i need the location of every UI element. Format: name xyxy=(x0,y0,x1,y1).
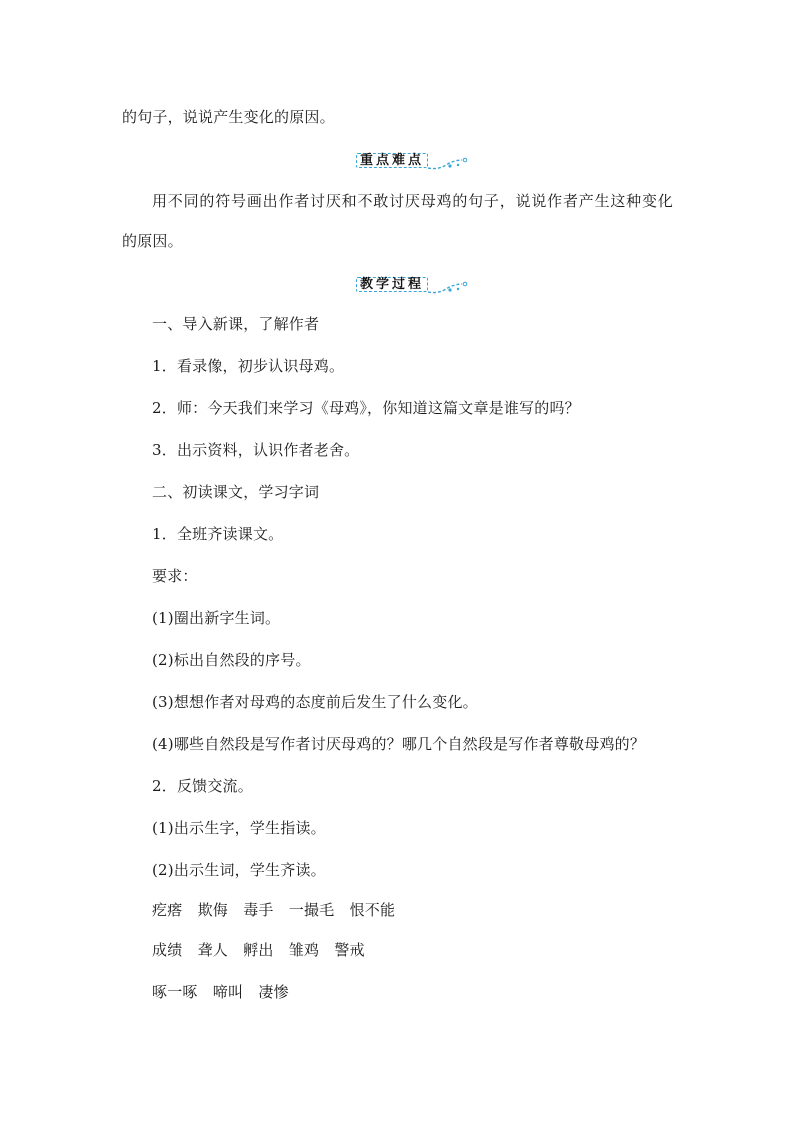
heading-intro-new-lesson: 一、导入新课，了解作者 xyxy=(152,315,320,333)
key-points-text-line-1: 用不同的符号画出作者讨厌和不敢讨厌母鸡的句子，说说作者产生这种变化 xyxy=(152,192,673,210)
requirement-2: (2)标出自然段的序号。 xyxy=(152,651,311,669)
vocabulary-row-2: 成绩 聋人 孵出 雏鸡 警戒 xyxy=(152,941,365,959)
vocabulary-row-3: 啄一啄 啼叫 凄惨 xyxy=(152,983,289,1001)
section-banner-key-points xyxy=(356,151,468,173)
feedback-item-1: (1)出示生字，学生指读。 xyxy=(152,819,326,837)
heading-first-reading: 二、初读课文，学习字词 xyxy=(152,483,320,501)
intro-continuation-line: 的句子，说说产生变化的原因。 xyxy=(122,108,335,126)
step-feedback: 2．反馈交流。 xyxy=(152,777,253,795)
requirements-label: 要求： xyxy=(152,567,198,585)
step-class-reading: 1．全班齐读课文。 xyxy=(152,525,284,543)
section-banner-process xyxy=(356,275,468,297)
requirement-3: (3)想想作者对母鸡的态度前后发生了什么变化。 xyxy=(152,693,478,711)
section-title-process: 教学过程 xyxy=(359,277,424,292)
section-title-key-points: 重点难点 xyxy=(359,153,424,168)
banner-decoration-icon xyxy=(428,151,468,173)
feedback-item-2: (2)出示生词，学生齐读。 xyxy=(152,861,326,879)
key-points-text-line-2: 的原因。 xyxy=(122,232,183,250)
step-show-author-info: 3．出示资料，认识作者老舍。 xyxy=(152,441,360,459)
requirement-4: (4)哪些自然段是写作者讨厌母鸡的？哪几个自然段是写作者尊敬母鸡的？ xyxy=(152,735,646,753)
vocabulary-row-1: 疙瘩 欺侮 毒手 一撮毛 恨不能 xyxy=(152,901,396,919)
step-teacher-question: 2．师：今天我们来学习《母鸡》，你知道这篇文章是谁写的吗？ xyxy=(152,399,580,417)
requirement-1: (1)圈出新字生词。 xyxy=(152,609,281,627)
step-watch-video: 1．看录像，初步认识母鸡。 xyxy=(152,357,345,375)
banner-decoration-icon xyxy=(428,275,468,297)
